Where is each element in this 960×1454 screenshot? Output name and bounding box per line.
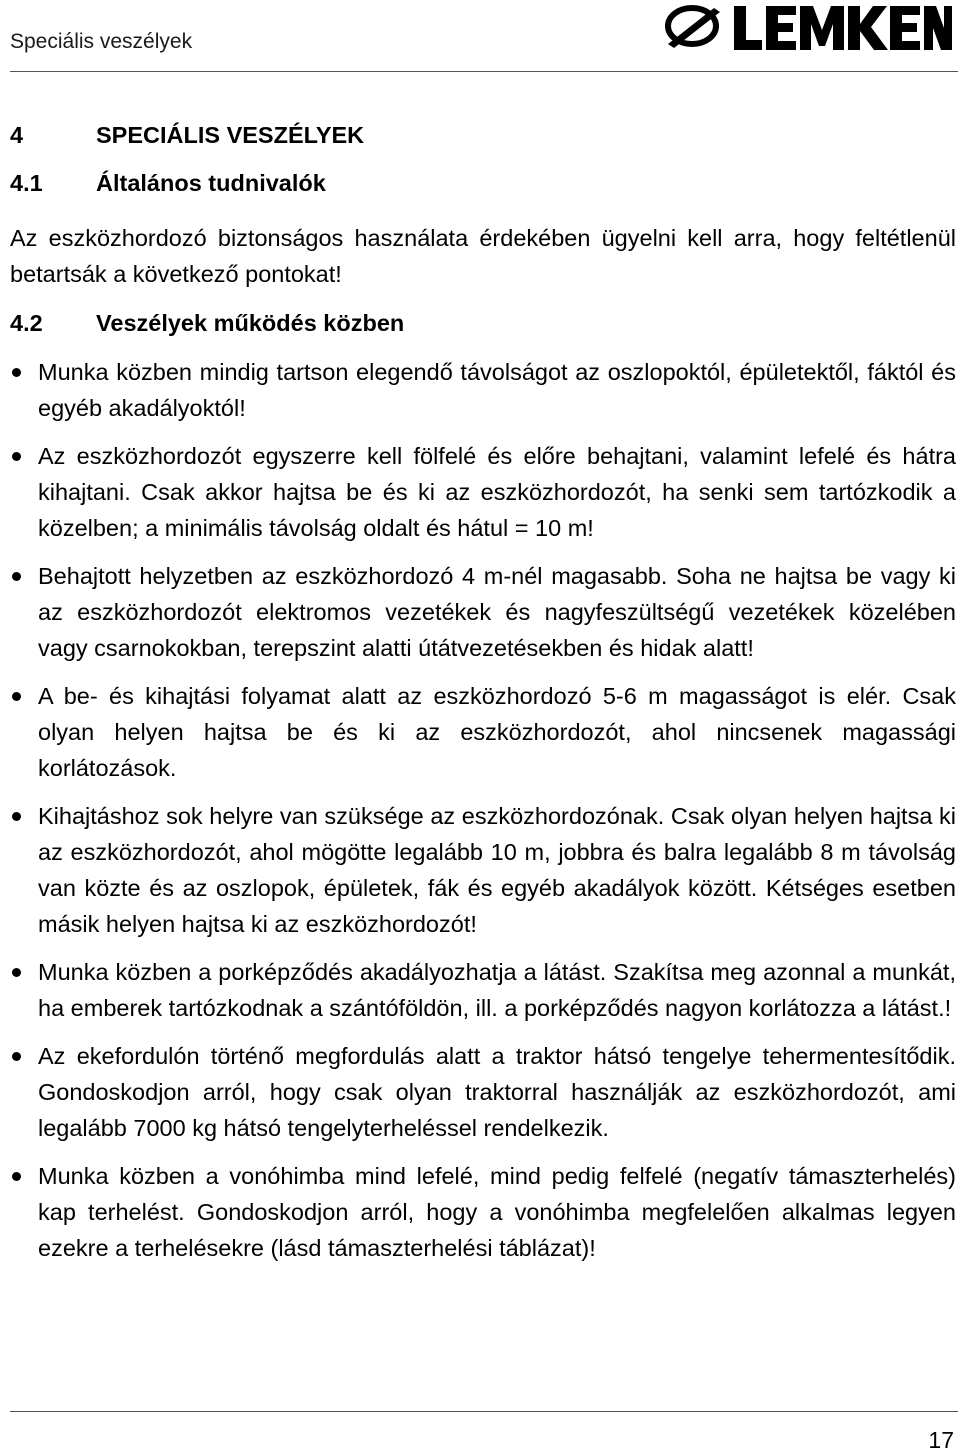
list-item-text: Az ekefordulón történő megfordulás alatt a traktor hátsó tengelye tehermentesítődik. Gondoskodjon arról, hogy csak olyan traktorral használják az eszközhordozót, ami legalább 7000 kg hátsó tengelyterheléssel rendelkezik. [38, 1043, 956, 1141]
header-divider [10, 71, 958, 72]
list-item [10, 558, 956, 666]
section-title: Általános tudnivalók [96, 170, 326, 196]
footer-divider [10, 1411, 958, 1412]
list-item [10, 798, 956, 942]
list-item-text: Munka közben a vonóhimba mind lefelé, mind pedig felfelé (negatív támaszterhelés) kap terhelést. Gondoskodjon arról, hogy a vonóhimba megfelelően alkalmas legyen ezekre a terhelésekre (lásd támaszterhelési táblázat)! [38, 1163, 956, 1261]
bullet-icon [12, 572, 21, 581]
list-item-text: Az eszközhordozót egyszerre kell fölfelé és előre behajtani, valamint lefelé és hátra kihajtani. Csak akkor hajtsa be és ki az eszközhordozót, ha senki sem tartózkodik a közelben; a minimális távolság oldalt és hátul = 10 m! [38, 443, 956, 541]
bullet-icon [12, 692, 21, 701]
lemken-logo [662, 0, 952, 58]
list-item [10, 354, 956, 426]
list-item-text: Munka közben a porképződés akadályozhatja a látást. Szakítsa meg azonnal a munkát, ha emberek tartózkodnak a szántóföldön, ill. a porképződés nagyon korlátozza a látást.! [38, 959, 956, 1021]
list-item-text: Behajtott helyzetben az eszközhordozó 4 m-nél magasabb. Soha ne hajtsa be vagy ki az eszközhordozót elektromos vezetékek és nagyfeszültségű vezetékek közelében vagy csarnokokban, terepszint alatti útátvezetésekben és hidak alatt! [38, 563, 956, 661]
section-heading-4-2 [10, 300, 956, 346]
lemken-emblem-icon [668, 8, 720, 48]
page-number: 17 [928, 1427, 954, 1453]
section-number: 4 [10, 122, 24, 148]
list-item [10, 954, 956, 1026]
bullet-icon [12, 968, 21, 977]
intro-paragraph: Az eszközhordozó biztonságos használata érdekében ügyelni kell arra, hogy feltétlenül betartsák a következő pontokat! [10, 225, 956, 287]
section-heading-4-1 [10, 160, 956, 206]
bullet-icon [12, 368, 21, 377]
section-title: SPECIÁLIS VESZÉLYEK [96, 122, 365, 148]
hazard-list [10, 354, 956, 1266]
list-item-text: Munka közben mindig tartson elegendő távolságot az oszlopoktól, épületektől, fáktól és egyéb akadályoktól! [38, 359, 956, 421]
bullet-icon [12, 452, 21, 461]
bullet-icon [12, 812, 21, 821]
document-body [10, 112, 956, 1278]
list-item [10, 438, 956, 546]
list-item-text: A be- és kihajtási folyamat alatt az eszközhordozó 5-6 m magasságot is elér. Csak olyan helyen hajtsa be és ki az eszközhordozót, ahol nincsenek magassági korlátozások. [38, 683, 956, 781]
list-item-text: Kihajtáshoz sok helyre van szüksége az eszközhordozónak. Csak olyan helyen hajtsa ki az eszközhordozót, ahol mögötte legalább 10 m, jobbra és balra legalább 8 m távolság van közte és az oszlopok, épületek, fák és egyéb akadályok között. Kétséges esetben másik helyen hajtsa ki az eszközhordozót! [38, 803, 956, 937]
page-header [0, 0, 960, 74]
header-title: Speciális veszélyek [10, 30, 193, 53]
section-number: 4.2 [10, 310, 43, 336]
list-item [10, 1158, 956, 1266]
list-item [10, 678, 956, 786]
section-number: 4.1 [10, 170, 43, 196]
section-heading-4 [10, 112, 956, 158]
lemken-wordmark [734, 6, 952, 50]
list-item [10, 1038, 956, 1146]
bullet-icon [12, 1172, 21, 1181]
bullet-icon [12, 1052, 21, 1061]
section-title: Veszélyek működés közben [96, 310, 405, 336]
